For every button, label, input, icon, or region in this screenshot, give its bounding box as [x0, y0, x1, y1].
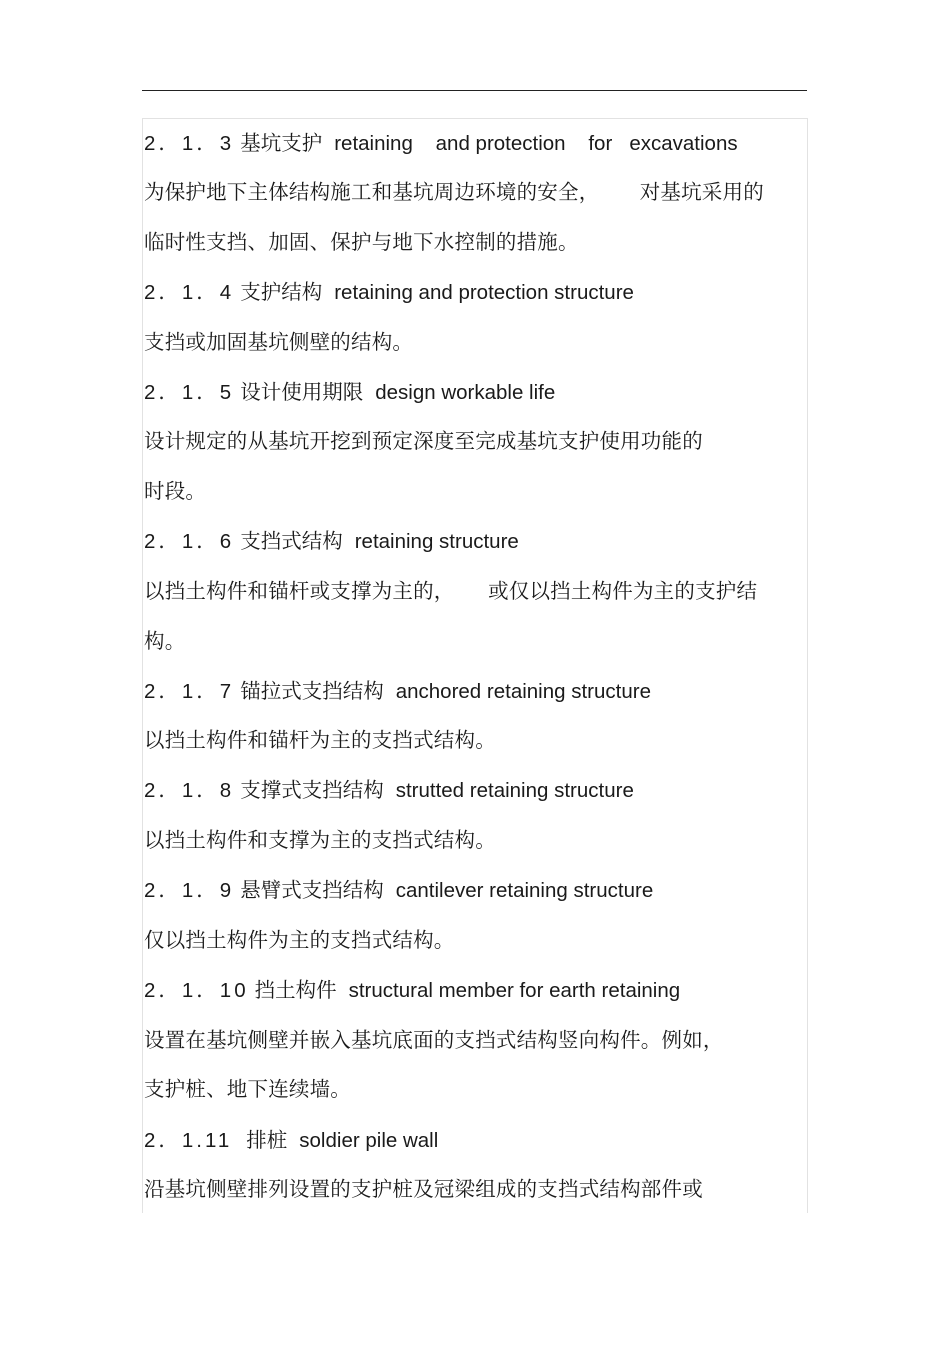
definition-line: 设置在基坑侧壁并嵌入基坑底面的支挡式结构竖向构件。例如，: [144, 1028, 724, 1052]
term-heading: [144, 678, 804, 705]
definition-line: 设计规定的从基坑开挖到预定深度至完成基坑支护使用功能的: [144, 429, 703, 453]
term-english: retaining structure: [354, 530, 519, 553]
term-chinese: 排桩: [246, 1128, 288, 1152]
term-number: 2．1．5: [144, 381, 235, 404]
definition-line: 沿基坑侧壁排列设置的支护桩及冠梁组成的支挡式结构部件或: [144, 1177, 703, 1201]
definition-line: 时段。: [144, 479, 207, 503]
term-number: 2．1．4: [144, 281, 235, 304]
term-english: strutted retaining structure: [395, 779, 634, 802]
definition-line: 构。: [144, 629, 186, 653]
term-chinese: 设计使用期限: [240, 380, 364, 404]
term-number: 2．1．7: [144, 680, 235, 703]
term-heading: [144, 379, 804, 406]
term-chinese: 锚拉式支挡结构: [240, 679, 384, 703]
term-heading: [144, 1127, 804, 1154]
term-chinese: 支挡式结构: [240, 529, 343, 553]
term-number: 2．1．6: [144, 530, 235, 553]
definition-line: 为保护地下主体结构施工和基坑周边环境的安全， 对基坑采用的: [144, 180, 764, 204]
term-heading: [144, 528, 804, 555]
term-chinese: 支护结构: [240, 280, 323, 304]
term-english: soldier pile wall: [299, 1129, 439, 1152]
term-heading: [144, 877, 804, 904]
term-chinese: 基坑支护: [240, 131, 323, 155]
term-english: retaining and protection for excavations: [334, 132, 738, 155]
definition-line: 仅以挡土构件为主的支挡式结构。: [144, 928, 455, 952]
term-english: cantilever retaining structure: [395, 879, 654, 902]
definition-line: 以挡土构件和锚杆为主的支挡式结构。: [144, 728, 496, 752]
definition-line: 临时性支挡、加固、保护与地下水控制的措施。: [144, 230, 579, 254]
term-number: 2．1.11: [144, 1129, 233, 1152]
term-chinese: 悬臂式支挡结构: [240, 878, 384, 902]
term-heading: [144, 977, 804, 1004]
term-number: 2．1．9: [144, 879, 235, 902]
term-heading: [144, 279, 804, 306]
definition-line: 以挡土构件和支撑为主的支挡式结构。: [144, 828, 496, 852]
term-chinese: 挡土构件: [254, 978, 337, 1002]
term-english: anchored retaining structure: [395, 680, 651, 703]
term-number: 2．1．10: [144, 979, 249, 1002]
header-rule: [142, 90, 807, 91]
term-heading: [144, 777, 804, 804]
term-english: retaining and protection structure: [334, 281, 634, 304]
definition-line: 支护桩、地下连续墙。: [144, 1077, 351, 1101]
term-number: 2．1．8: [144, 779, 235, 802]
term-english: design workable life: [375, 381, 556, 404]
definition-line: 支挡或加固基坑侧壁的结构。: [144, 330, 414, 354]
term-chinese: 支撑式支挡结构: [240, 778, 384, 802]
term-number: 2．1．3: [144, 132, 235, 155]
term-heading: [144, 130, 804, 157]
definition-line: 以挡土构件和锚杆或支撑为主的， 或仅以挡土构件为主的支护结: [144, 579, 758, 603]
term-english: structural member for earth retaining: [348, 979, 681, 1002]
